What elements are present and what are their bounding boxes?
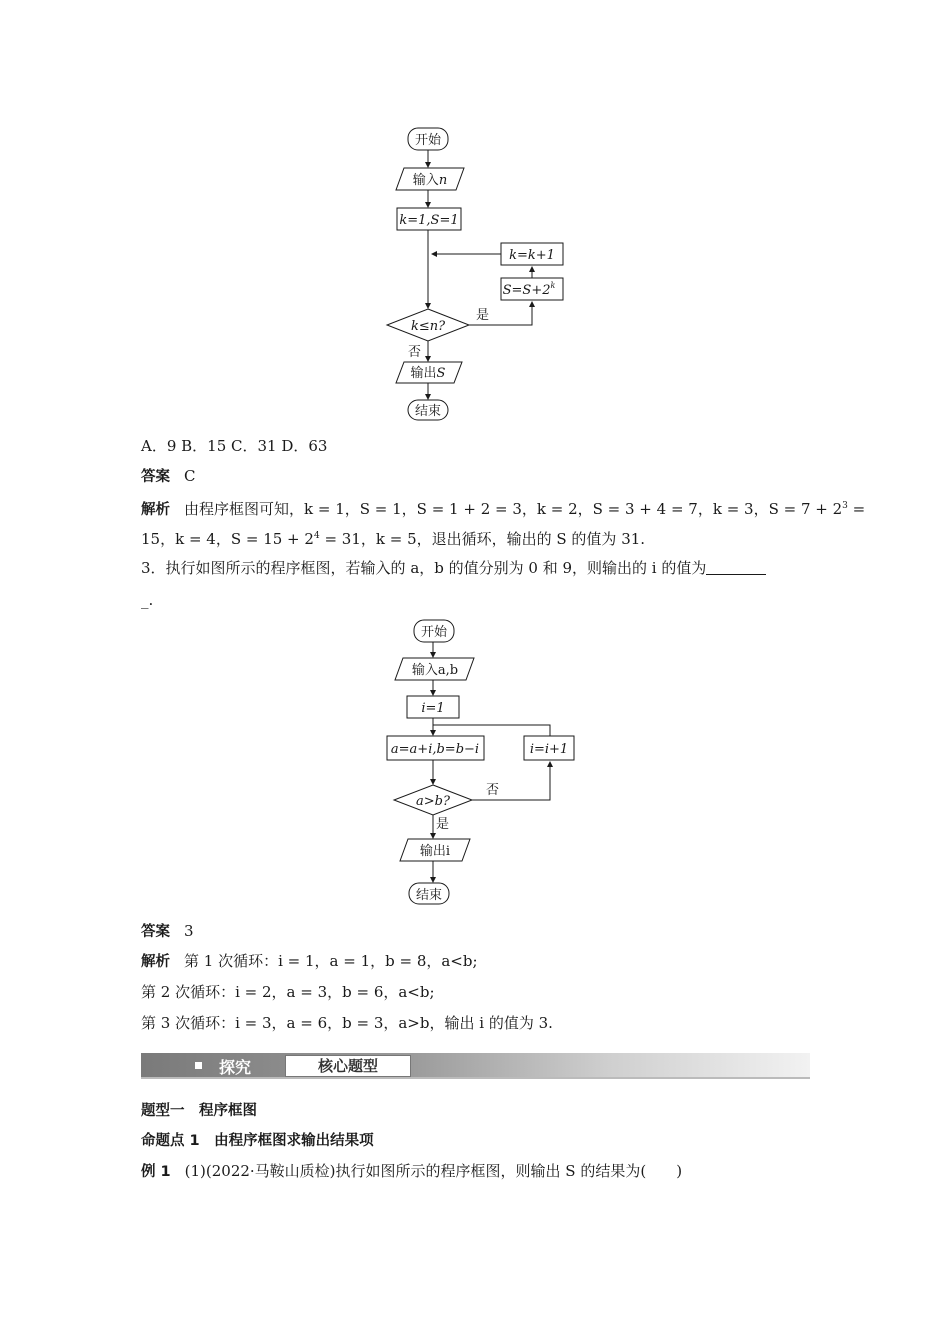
example-text: (1)(2022·马鞍山质检)执行如图所示的程序框图，则输出 S 的结果为( ) (184, 1162, 683, 1180)
update-ab-label: a=a+i,b=b−i (390, 742, 480, 757)
update-s-label: $S=S+2^k$ (502, 281, 556, 298)
answer-value: 3 (184, 922, 194, 940)
yes-label: 是 (436, 817, 450, 832)
section-subtitle: 命题点 1 由程序框图求输出结果项 (141, 1133, 374, 1149)
section-title: 题型一 程序框图 (141, 1103, 257, 1119)
analysis-text: 15，k = 4，S = 15 + 2 (141, 530, 314, 548)
exponent: 4 (313, 531, 320, 541)
example-row (141, 1161, 682, 1182)
answer-label: 答案 (141, 469, 170, 485)
exponent: 3 (842, 501, 848, 511)
init-label: k=1,S=1 (399, 213, 459, 228)
flowchart-1 (380, 120, 580, 425)
analysis-text: = (847, 500, 866, 518)
banner-left-title: 探究 (219, 1058, 252, 1077)
answer-blank (706, 560, 766, 575)
start-label: 开始 (420, 625, 448, 640)
banner-square-icon (195, 1062, 202, 1069)
analysis-text: = 31，k = 5，退出循环，输出的 S 的值为 31. (319, 530, 646, 548)
answer-value: C (184, 467, 196, 485)
end-label: 结束 (415, 888, 443, 903)
q3-stem-end: _. (141, 591, 154, 609)
q3-stem-text: 3．执行如图所示的程序框图，若输入的 a，b 的值分别为 0 和 9，则输出的 i 的值为 (141, 559, 707, 577)
output-label: 输出i (419, 844, 451, 859)
q2-analysis-line1 (141, 496, 865, 520)
banner-right-title: 核心题型 (285, 1055, 411, 1077)
update-k-label: k=k+1 (509, 248, 555, 263)
q3-stem (141, 558, 766, 578)
q2-answer-row (141, 466, 195, 487)
condition-label: a>b? (416, 794, 450, 809)
no-label: 否 (408, 345, 422, 360)
input-label: 输入a,b (411, 663, 459, 678)
q2-analysis-line2 (141, 526, 645, 549)
analysis-label: 解析 (141, 502, 170, 518)
analysis-text: 由程序框图可知，k = 1，S = 1，S = 1 + 2 = 3，k = 2，S = 3 + 4 = 7，k = 3，S = 7 + 2 (184, 500, 843, 518)
q3-analysis-line3: 第 3 次循环：i = 3，a = 6，b = 3，a>b，输出 i 的值为 3. (141, 1014, 553, 1032)
end-label: 结束 (414, 404, 442, 419)
q3-analysis-line2: 第 2 次循环：i = 2，a = 3，b = 6，a<b; (141, 983, 435, 1001)
no-label: 否 (486, 783, 500, 798)
yes-label: 是 (476, 308, 490, 323)
q2-options: A．9 B．15 C．31 D．63 (141, 437, 328, 455)
init-label: i=1 (421, 701, 445, 716)
q3-analysis-line1 (141, 951, 478, 972)
example-label: 例 1 (141, 1164, 171, 1180)
section-banner (141, 1053, 810, 1079)
analysis-label: 解析 (141, 954, 170, 970)
q3-answer-row (141, 921, 194, 942)
start-label: 开始 (414, 133, 442, 148)
input-label: 输入n (412, 173, 448, 188)
output-label: 输出S (410, 366, 446, 381)
update-i-label: i=i+1 (529, 742, 569, 757)
analysis-text: 第 1 次循环：i = 1，a = 1，b = 8，a<b; (184, 952, 478, 970)
answer-label: 答案 (141, 924, 170, 940)
condition-label: k≤n? (410, 319, 446, 334)
flowchart-2 (378, 612, 588, 910)
